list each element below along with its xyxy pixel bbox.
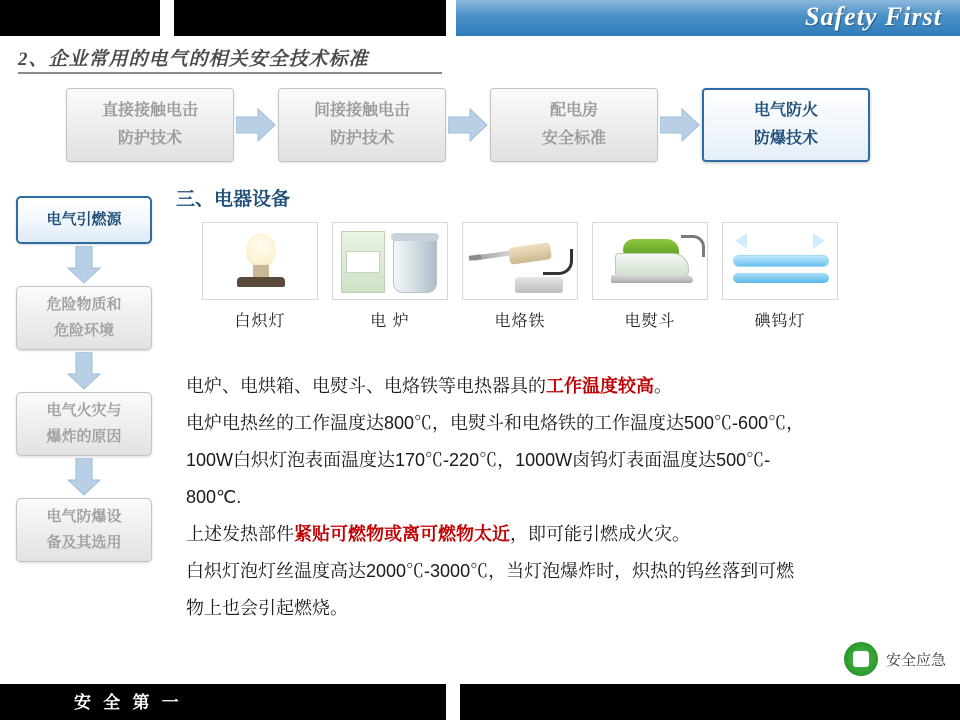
body-line (186, 442, 946, 479)
emphasized-text: 工作温度较高 (546, 376, 654, 396)
flow-box-3[interactable] (490, 88, 658, 162)
flow-box-line2: 防护技术 (329, 130, 394, 147)
section-title: 三、电器设备 (176, 189, 291, 210)
banner-gap-mid (446, 0, 456, 36)
banner-title: Safety First (805, 2, 942, 31)
body-line (186, 516, 946, 553)
page-title: 2、企业常用的电气的相关安全技术标准 (18, 49, 369, 70)
flow-box-line1: 间接接触电击 (313, 102, 410, 119)
device-item (202, 222, 318, 331)
flow-box-line1: 直接接触电击 (101, 102, 198, 119)
flow-box-1[interactable] (66, 88, 234, 162)
title-underline (18, 72, 442, 74)
plain-text: 。 (654, 376, 672, 396)
sidebar-item-line1: 电气防爆设 (46, 508, 122, 525)
plain-text: 100W白炽灯泡表面温度达170℃-220℃，1000W卤钨灯表面温度达500℃- (186, 450, 771, 470)
flow-box-line2: 防护技术 (117, 130, 182, 147)
sidebar-item-line1: 电气火灾与 (46, 402, 122, 419)
device-item (462, 222, 578, 331)
topics-flow-sidebar (16, 196, 156, 562)
badge-label: 安全应急 (885, 651, 946, 669)
sidebar-item-3[interactable] (16, 392, 152, 456)
footer-banner (0, 684, 960, 720)
footer-label: 安 全 第 一 (74, 693, 183, 712)
wechat-badge (844, 642, 946, 676)
banner-gap-left (160, 0, 174, 36)
flow-box-2[interactable] (278, 88, 446, 162)
flow-box-line1: 电气防火 (753, 102, 818, 119)
device-caption: 白炽灯 (234, 313, 286, 330)
flow-box-line2: 防爆技术 (753, 130, 818, 147)
footer-black-left (0, 684, 446, 720)
plain-text: 电炉电热丝的工作温度达800℃，电熨斗和电烙铁的工作温度达500℃-600℃， (186, 413, 805, 433)
qr-icon (844, 642, 878, 676)
device-caption: 电熨斗 (624, 313, 676, 330)
body-text (186, 368, 946, 627)
flow-box-line1: 配电房 (549, 102, 598, 119)
flow-arrow-down (16, 350, 152, 392)
body-line (186, 553, 946, 590)
plain-text: 800℃. (186, 487, 242, 507)
sidebar-item-1[interactable] (16, 196, 152, 244)
plain-text: 白炽灯泡灯丝温度高达2000℃-3000℃，当灯泡爆炸时，炽热的钨丝落到可燃 (186, 561, 795, 581)
body-line (186, 368, 946, 405)
sidebar-item-4[interactable] (16, 498, 152, 562)
soldering-iron-icon (462, 222, 578, 300)
sidebar-item-line2: 爆炸的原因 (46, 428, 122, 445)
incandescent-lamp-icon (202, 222, 318, 300)
footer-gap (446, 684, 460, 720)
electric-stove-icon (332, 222, 448, 300)
emphasized-text: 紧贴可燃物或离可燃物太近 (294, 524, 510, 544)
top-banner (0, 0, 960, 36)
sidebar-item-line2: 备及其选用 (46, 534, 122, 551)
footer-black-right (460, 684, 960, 720)
sidebar-item-2[interactable] (16, 286, 152, 350)
body-line (186, 590, 946, 627)
device-gallery (202, 222, 838, 331)
sidebar-item-line1: 危险物质和 (46, 296, 122, 313)
plain-text: ，即可能引燃成火灾。 (510, 524, 690, 544)
banner-black-segment-mid (174, 0, 446, 36)
sidebar-item-line1: 电气引燃源 (46, 211, 122, 228)
electric-iron-icon (592, 222, 708, 300)
flow-arrow-right (446, 88, 490, 162)
flow-box-line2: 安全标准 (541, 130, 606, 147)
flow-arrow-down (16, 244, 152, 286)
flow-arrow-right (234, 88, 278, 162)
body-line (186, 405, 946, 442)
device-item (722, 222, 838, 331)
plain-text: 电炉、电烘箱、电熨斗、电烙铁等电热器具的 (186, 376, 546, 396)
device-caption: 碘钨灯 (754, 313, 806, 330)
flow-arrow-down (16, 456, 152, 498)
plain-text: 物上也会引起燃烧。 (186, 598, 348, 618)
device-caption: 电烙铁 (494, 313, 546, 330)
iodine-tungsten-lamp-icon (722, 222, 838, 300)
sidebar-item-line2: 危险环境 (53, 322, 114, 339)
standards-flow (66, 88, 870, 162)
banner-black-segment-left (0, 0, 160, 36)
device-caption: 电 炉 (370, 313, 410, 330)
flow-arrow-right (658, 88, 702, 162)
device-item (332, 222, 448, 331)
footer-divider (16, 681, 944, 684)
plain-text: 上述发热部件 (186, 524, 294, 544)
flow-box-4[interactable] (702, 88, 870, 162)
body-line (186, 479, 946, 516)
device-item (592, 222, 708, 331)
